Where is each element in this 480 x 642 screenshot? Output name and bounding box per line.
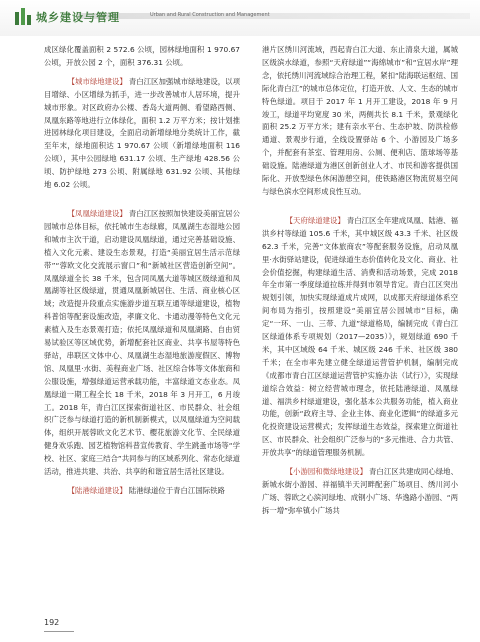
paragraph bbox=[44, 485, 240, 498]
building-logo-icon bbox=[14, 6, 32, 26]
page-header bbox=[0, 0, 480, 36]
right-column bbox=[262, 44, 458, 524]
paragraph bbox=[262, 466, 458, 518]
section-tag: 【小游园和微绿地建设】 bbox=[285, 467, 367, 477]
section-subtitle: Urban and Rural Construction and Management bbox=[150, 12, 270, 18]
paragraph bbox=[44, 208, 240, 479]
paragraph-text: 青白江区加强城市绿地建设，以项目增绿、小区增绿为抓手，进一步改善城市人居环境，提升城市形象。对区政府办公楼、香岛大道两侧、看望路西侧、凤凰东路等地进行立体绿化，面积 1.2 万平方米；按计划推进园林绿化项目建设，全面启动新增绿地分类统计工作，截至年末，绿地面积达 1 970.67 公顷（新增绿地面积 116 公顷），其中公园绿地 631.17 公顷、生产绿地 428.56 公顷、防护绿地 273 公顷、附属绿地 631.92 公顷、其他绿地 6.02 公顷。 bbox=[44, 76, 240, 190]
paragraph: 港片区绣川河流域，西起青白江大道、东止清泉大道，属城区级滨水绿道，参照“天府绿道”“海绵城市”和“宜居水岸”理念，依托绣川河流域综合治理工程，紧扣“陆海联运枢纽、国际化青白江”的城市总体定位，打造开放、人文、生态的城市特色绿道。项目于 2017 年 1 月开工建设，2018 年 9 月竣工，绿道平均宽度 30 米，两侧共长 8.1 千米，景观绿化面积 25.2 万平方米；建有亲水平台、生态护坡、防洪检修通道、景观步行道，全线设置驿站 6 个、小游园及广场多个，并配套有茶室、管理用房、公厕、便利店、篮球场等基础设施。陆港绿道为港区创新创业人才、市民和游客提供国际化、开放型绿色休闲游憩空间，使铁路港区物流贸易空间与绿色滨水空间形成良性互动。 bbox=[262, 45, 458, 196]
paragraph-text: 青白江区全年建成凤凰、陆港、福洪乡村等绿道 105.6 千米，其中城区级 43.3 千米、社区级 62.3 千米，完善“文体旅商农”等配套服务设施，启动凤凰里·水街驿站建设，促进绿道生态价值转化及文化、商业、社会价值挖掘，构建绿道生活、消费和活动场景，完成 2018 年全市第一季度绿道拉练并得到市领导肯定。青白江区突出规划引领，加快实现绿道成片成网，以成都天府绿道体系空间布局为指引，按照建设“美丽宜居公园城市”目标，确定“一环、一山、三带、九道”绿道格局，编制完成《青白江区绿道体系专项规划（2017—2035）》，规划绿道 690 千米，其中区域级 64 千米、城区级 246 千米、社区级 380 千米；在全市率先建立健全绿道运营管护机制，编制完成《成都市青白江区绿道运营管护实施办法（试行）》，实现绿道综合效益：树立经营城市理念，依托陆港绿道、凤凰绿道、福洪乡村绿道建设，强化基本公共服务功能，植入商业功能，创新“政府主导、企业主体、商业化逻辑”的绿道多元化投资建设运营模式；发挥绿道生态效益，探索建立街道社区、市民群众、社会组织广泛参与的“多元推进、合力共管、开放共享”的绿道管理服务机制。 bbox=[262, 215, 458, 458]
paragraph bbox=[44, 76, 240, 192]
paragraph-text: 陆港绿道位于青白江国际铁路 bbox=[128, 486, 225, 495]
page-number-rule bbox=[44, 631, 74, 632]
header-decoration-band bbox=[78, 13, 470, 19]
paragraph-text: 青白江区共建成同心绿地、新城水街小游园、祥福镇半天河畔配套广场项目、绣川河小广场、蓉欧之心滨河绿地、成钢小广场、华逸路小游园、“两拆一增”弥牟镇小广场共 bbox=[262, 467, 458, 515]
paragraph-text: 青白江区按照加快建设美丽宜居公园城市总体目标，依托城市生态绿廊，凤凰湖生态湿地公园和城市主次干道，启动建设凤凰绿道，通过完善基础设施、植入文化元素、建设生态景观，打造“美丽宜居生活示范绿带”“蓉欧文化交流展示窗口”和“新城社区营造创新空间”。凤凰绿道全长 38 千米，包含同凤凰大道等城区级绿道和凤凰湖等社区级绿道，贯通凤凰新城居住、生活、商业核心区域；改造提升段重点实施游步道互联互通等绿道建设，植物科普馆等配套设施改造，孝廉文化、卡通动漫等特色文化元素植入及生态景观打造；依托凤凰绿道和凤凰湖路、自由贸易试验区等区域优势，新增配套社区商业、共享书屋等特色驿站，串联区文体中心、凤凰湖生态湿地旅游度假区、博物馆、凤凰里·水街、美程商业广场、社区综合体等文体旅商和公服设施，增强绿道运营承载功能，丰富绿道文态业态。凤凰绿道一期工程全长 18 千米，2018 年 3 月开工，6 月竣工。2018 年，青白江区探索街道社区、市民群众、社会组织广泛参与绿道打造的新机制新模式，以凤凰绿道为空间载体，组织开展蓉欧文化艺术节、樱花旅游文化节、全民绿道健身欢乐跑、园艺植物馆科普宣传教育、学生跳蚤市场等“学校、社区、家庭三结合”共同参与的区域系列化、常态化绿道活动，推进共建、共治、共享的和谐宜居生活社区建设。 bbox=[44, 208, 240, 477]
section-tag: 【凤凰绿道建设】 bbox=[67, 208, 127, 218]
section-tag: 【陆港绿道建设】 bbox=[67, 486, 127, 495]
section-tag: 【城市绿地建设】 bbox=[67, 76, 127, 86]
paragraph bbox=[262, 215, 458, 460]
page-number: 192 bbox=[44, 618, 60, 627]
section-title: 城乡建设与管理 bbox=[36, 11, 120, 24]
section-tag: 【天府绿道建设】 bbox=[285, 215, 345, 225]
left-column bbox=[44, 44, 240, 504]
paragraph: 成区绿化覆盖面积 2 572.6 公顷，园林绿地面积 1 970.67 公顷，开放公园 2 个，面积 376.31 公顷。 bbox=[44, 45, 240, 67]
